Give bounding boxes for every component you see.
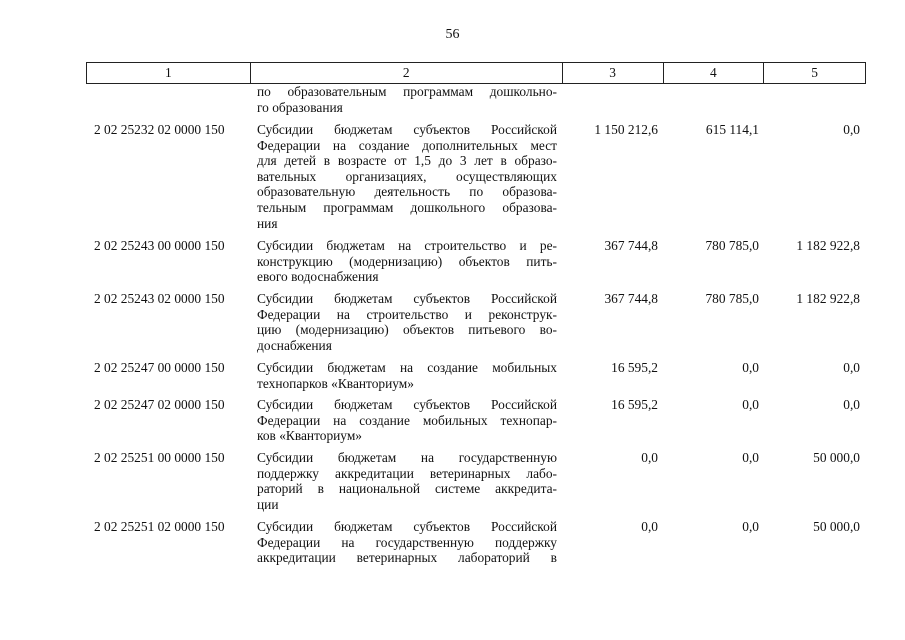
continuation-line: по образовательным программам дошкольно- (257, 84, 557, 99)
value-col-4: 780 785,0 (705, 291, 759, 306)
row-description (257, 397, 557, 444)
budget-code: 2 02 25232 02 0000 150 (94, 122, 225, 137)
value-col-5: 1 182 922,8 (796, 238, 860, 253)
column-header-3: 3 (563, 63, 664, 83)
value-col-5: 50 000,0 (813, 519, 860, 534)
description-line: Федерации на создание мобильных технопар- (257, 412, 557, 428)
description-line: образовательную деятельность по образова- (257, 184, 557, 200)
page-number: 56 (445, 27, 460, 42)
description-line: технопарков «Кванториум» (257, 375, 414, 391)
description-line: для детей в возрасте от 1,5 до 3 лет в образо- (257, 153, 557, 169)
budget-code: 2 02 25251 00 0000 150 (94, 450, 225, 465)
budget-code: 2 02 25247 02 0000 150 (94, 397, 225, 412)
description-line: Федерации на государственную поддержку (257, 534, 557, 550)
column-header-1: 1 (87, 63, 251, 83)
description-line: ния (257, 215, 278, 231)
description-line: Субсидии бюджетам на государственную (257, 450, 557, 465)
description-line: евого водоснабжения (257, 269, 379, 285)
description-line: аккредитации ветеринарных лабораторий в (257, 550, 557, 566)
value-col-3: 1 150 212,6 (594, 122, 658, 137)
description-line: цию (модернизацию) объектов питьевого во- (257, 322, 557, 338)
table-header (86, 62, 866, 84)
budget-code: 2 02 25251 02 0000 150 (94, 519, 225, 534)
value-col-3: 16 595,2 (611, 397, 658, 412)
value-col-5: 0,0 (843, 360, 860, 375)
description-line: Субсидии бюджетам субъектов Российской (257, 291, 557, 306)
description-line: вательных организациях, осуществляющих (257, 168, 557, 184)
description-line: Субсидии бюджетам субъектов Российской (257, 397, 557, 412)
continuation-text (257, 84, 557, 115)
value-col-5: 0,0 (843, 397, 860, 412)
value-col-3: 0,0 (641, 450, 658, 465)
budget-code: 2 02 25243 00 0000 150 (94, 238, 225, 253)
column-header-5: 5 (811, 65, 818, 80)
row-description (257, 238, 557, 285)
column-header-2: 2 (251, 63, 563, 83)
description-line: поддержку аккредитации ветеринарных лабо- (257, 465, 557, 481)
description-line: Федерации на создание дополнительных мест (257, 137, 557, 153)
value-col-3: 0,0 (641, 519, 658, 534)
value-col-3: 16 595,2 (611, 360, 658, 375)
continuation-line: го образования (257, 99, 343, 115)
description-line: раторий в национальной системе аккредита- (257, 481, 557, 497)
description-line: тельным программам дошкольного образова- (257, 199, 557, 215)
budget-code: 2 02 25247 00 0000 150 (94, 360, 225, 375)
value-col-4: 0,0 (742, 450, 759, 465)
budget-code: 2 02 25243 02 0000 150 (94, 291, 225, 306)
value-col-5: 50 000,0 (813, 450, 860, 465)
value-col-5: 0,0 (843, 122, 860, 137)
value-col-4: 0,0 (742, 360, 759, 375)
row-description (257, 519, 557, 566)
value-col-4: 780 785,0 (705, 238, 759, 253)
description-line: ков «Кванториум» (257, 428, 362, 444)
description-line: Субсидии бюджетам на создание мобильных (257, 360, 557, 375)
description-line: доснабжения (257, 337, 332, 353)
description-line: Субсидии бюджетам субъектов Российской (257, 122, 557, 137)
value-col-4: 615 114,1 (705, 122, 759, 137)
row-description (257, 122, 557, 231)
value-col-3: 367 744,8 (604, 238, 658, 253)
description-line: Субсидии бюджетам субъектов Российской (257, 519, 557, 534)
description-line: Субсидии бюджетам на строительство и ре- (257, 238, 557, 253)
description-line: Федерации на строительство и реконструк- (257, 306, 557, 322)
row-description (257, 360, 557, 391)
row-description (257, 291, 557, 353)
value-col-5: 1 182 922,8 (796, 291, 860, 306)
value-col-4: 0,0 (742, 519, 759, 534)
description-line: конструкцию (модернизацию) объектов пить- (257, 253, 557, 269)
value-col-3: 367 744,8 (604, 291, 658, 306)
row-description (257, 450, 557, 512)
description-line: ции (257, 496, 279, 512)
value-col-4: 0,0 (742, 397, 759, 412)
column-header-4: 4 (664, 63, 765, 83)
